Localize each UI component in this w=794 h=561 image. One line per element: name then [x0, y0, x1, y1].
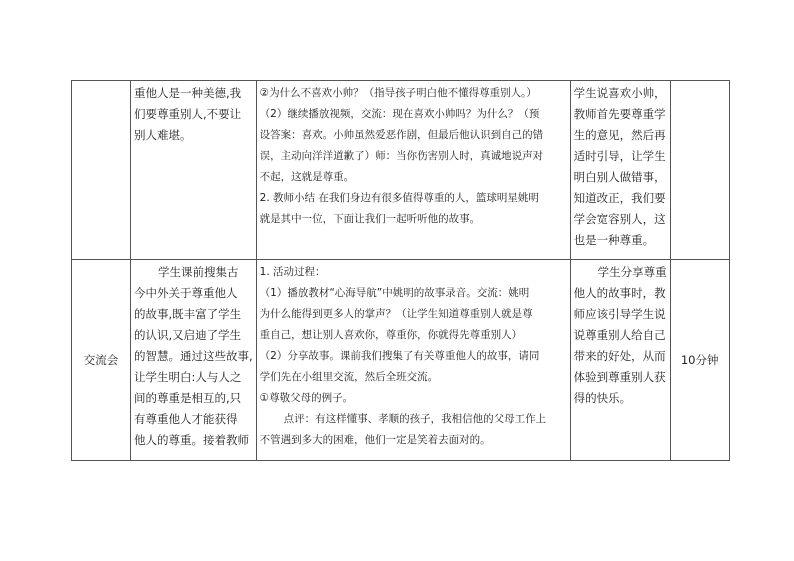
intent-cell [570, 81, 670, 260]
intent-line: 说尊重别人给自己 [573, 328, 666, 342]
process-line: （2）分享故事。课前我们搜集了有关尊重他人的故事，请同 [259, 350, 540, 362]
content-line: 间的尊重是相互的,只 [134, 391, 242, 405]
process-line: 点评：有这样懂事、孝顺的孩子，我相信他的父母工作上 [283, 413, 547, 425]
intent-line: 学生分享尊重 [597, 265, 667, 279]
process-line: 设答案：喜欢。小帅虽然爱恶作剧，但最后他认识到自己的错 [259, 129, 544, 141]
process-cell [256, 260, 570, 461]
process-line: 不管遇到多大的困难，他们一定是笑着去面对的。 [259, 434, 491, 446]
time-cell [670, 260, 729, 461]
activity-cell [72, 260, 131, 461]
intent-line: 他人的故事时，教 [573, 286, 666, 300]
content-line: 的认识,又启迪了学生 [134, 328, 242, 342]
table-row [72, 260, 730, 461]
intent-line: 教师首先要尊重学 [573, 107, 666, 121]
content-line: 学生课前搜集古 [158, 265, 239, 279]
content-line: 别人难堪。 [134, 128, 192, 142]
content-cell [131, 81, 257, 260]
time-text [671, 81, 729, 83]
process-line: （1）播放教材“心海导航”中姚明的故事录音。交流：姚明 [259, 287, 530, 299]
content-line: 让学生明白:人与人之 [134, 370, 242, 384]
intent-line: 生的意见，然后再 [573, 128, 666, 142]
time-text: 10分钟 [680, 352, 719, 367]
intent-line: 适时引导，让学生 [573, 149, 666, 163]
content-line: 他人的尊重。接着教师 [134, 433, 249, 447]
activity-text [72, 81, 130, 83]
activity-cell [72, 81, 131, 260]
table-row [72, 81, 730, 260]
intent-line: 师应该引导学生说 [573, 307, 666, 321]
intent-line: 学会宽容别人，这 [573, 212, 666, 226]
content-line: 重他人是一种美德,我 [134, 86, 242, 100]
intent-line: 也是一种尊重。 [573, 233, 655, 247]
content-line: 的故事,既丰富了学生 [134, 307, 242, 321]
intent-line: 明白别人做错事， [573, 170, 666, 184]
intent-line: 知道改正，我们要 [573, 191, 666, 205]
process-line: （2）继续播放视频，交流：现在喜欢小帅吗？为什么？（预 [259, 108, 540, 120]
process-line: 1. 活动过程： [259, 266, 326, 278]
intent-line: 得的快乐。 [573, 391, 632, 405]
process-line: 重自己，想让别人喜欢你，尊重你，你就得先尊重别人） [259, 329, 523, 341]
process-line: ②为什么不喜欢小帅？（指导孩子明白他不懂得尊重别人。） [259, 87, 537, 99]
intent-line: 带来的好处，从而 [573, 349, 666, 363]
process-cell [256, 81, 570, 260]
content-line: 们要尊重别人,不要让 [134, 107, 242, 121]
intent-line: 体验到尊重别人获 [573, 370, 666, 384]
content-cell [131, 260, 257, 461]
process-line: 2. 教师小结 在我们身边有很多值得尊重的人，篮球明星姚明 [259, 192, 539, 204]
lesson-plan-table [71, 80, 730, 461]
content-line: 有尊重他人才能获得 [134, 412, 238, 426]
activity-text: 交流会 [83, 352, 119, 367]
content-line: 的智慧。通过这些故事, [134, 349, 253, 363]
process-line: 为什么能得到更多人的掌声？（让学生知道尊重别人就是尊 [259, 308, 533, 320]
process-line: 就是其中一位，下面让我们一起听听他的故事。 [259, 213, 481, 225]
content-line: 今中外关于尊重他人 [134, 286, 238, 300]
time-cell [670, 81, 729, 260]
process-line: 误，主动向洋洋道歉了）师：当你伤害别人时，真诚地说声对 [259, 150, 544, 162]
process-line: 不起，这就是尊重。 [259, 171, 355, 183]
intent-cell [570, 260, 670, 461]
process-line: ①尊敬父母的例子。 [259, 392, 354, 404]
process-line: 学们先在小组里交流，然后全班交流。 [259, 371, 439, 383]
intent-line: 学生说喜欢小帅， [573, 86, 666, 100]
